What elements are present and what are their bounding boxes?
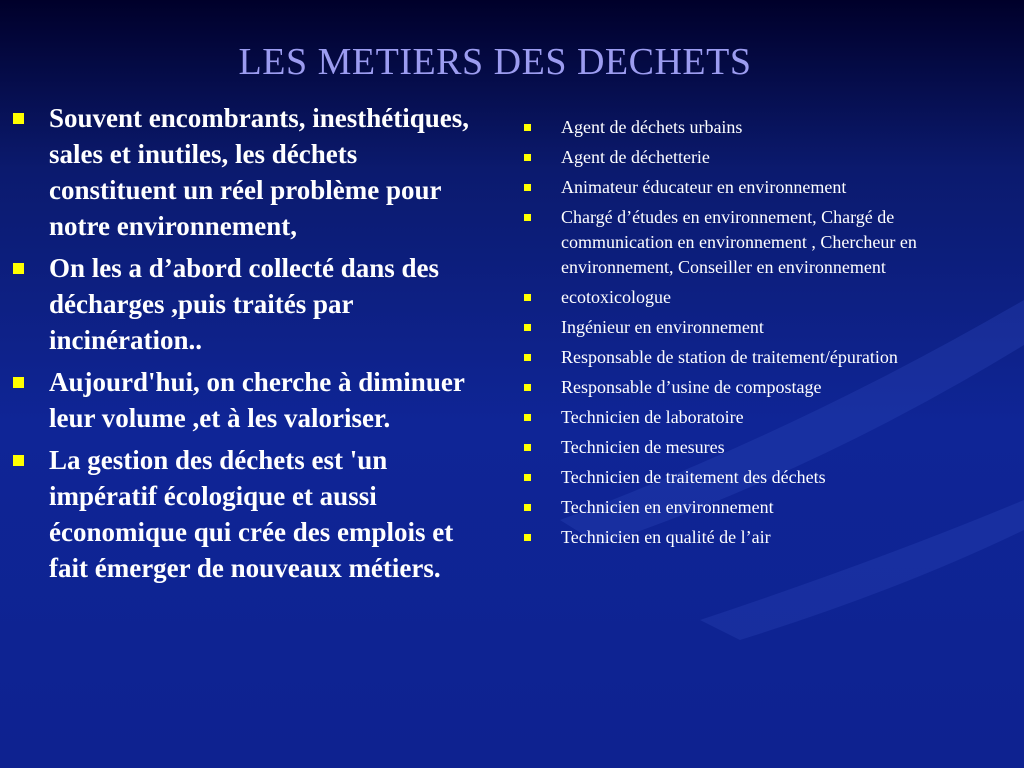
- square-bullet-icon: [13, 263, 24, 274]
- slide-title: LES METIERS DES DECHETS: [238, 41, 752, 83]
- job-item: [523, 145, 923, 170]
- job-item: [523, 285, 923, 310]
- square-bullet-icon: [524, 294, 531, 301]
- job-item: [523, 465, 923, 490]
- job-item: [523, 175, 923, 200]
- job-label: Ingénieur en environnement: [561, 317, 764, 337]
- job-item: [523, 205, 923, 280]
- square-bullet-icon: [524, 184, 531, 191]
- job-item: [523, 315, 923, 340]
- job-label: Responsable d’usine de compostage: [561, 377, 822, 397]
- square-bullet-icon: [524, 154, 531, 161]
- jobs-list: [523, 115, 923, 555]
- left-bullet-item: [10, 364, 480, 436]
- job-label: Chargé d’études en environnement, Chargé de communication en environnement , Chercheur en environnement, Conseiller en environnement: [561, 207, 917, 277]
- square-bullet-icon: [524, 414, 531, 421]
- square-bullet-icon: [524, 444, 531, 451]
- left-bullet-item: [10, 442, 480, 586]
- square-bullet-icon: [13, 113, 24, 124]
- job-item: [523, 525, 923, 550]
- square-bullet-icon: [13, 455, 24, 466]
- job-label: Animateur éducateur en environnement: [561, 177, 847, 197]
- job-item: [523, 345, 923, 370]
- left-bullet-text: On les a d’abord collecté dans des décharges ,puis traités par incinération..: [49, 253, 440, 355]
- square-bullet-icon: [524, 214, 531, 221]
- square-bullet-icon: [524, 354, 531, 361]
- job-label: Technicien en qualité de l’air: [561, 527, 771, 547]
- job-item: [523, 495, 923, 520]
- job-label: Technicien en environnement: [561, 497, 774, 517]
- left-bullet-item: [10, 100, 480, 244]
- job-item: [523, 115, 923, 140]
- left-bullet-item: [10, 250, 480, 358]
- square-bullet-icon: [524, 324, 531, 331]
- job-item: [523, 375, 923, 400]
- left-bullet-text: La gestion des déchets est 'un impératif écologique et aussi économique qui crée des emplois et fait émerger de nouveaux métiers.: [49, 445, 454, 583]
- job-label: Technicien de laboratoire: [561, 407, 744, 427]
- left-bullet-text: Aujourd'hui, on cherche à diminuer leur volume ,et à les valoriser.: [49, 367, 465, 433]
- square-bullet-icon: [13, 377, 24, 388]
- job-label: Agent de déchets urbains: [561, 117, 743, 137]
- left-bullet-list: [10, 100, 480, 592]
- square-bullet-icon: [524, 384, 531, 391]
- job-item: [523, 435, 923, 460]
- square-bullet-icon: [524, 124, 531, 131]
- job-label: Responsable de station de traitement/épuration: [561, 347, 898, 367]
- job-label: ecotoxicologue: [561, 287, 671, 307]
- square-bullet-icon: [524, 504, 531, 511]
- square-bullet-icon: [524, 534, 531, 541]
- job-item: [523, 405, 923, 430]
- job-label: Technicien de traitement des déchets: [561, 467, 826, 487]
- job-label: Agent de déchetterie: [561, 147, 710, 167]
- left-bullet-text: Souvent encombrants, inesthétiques, sales et inutiles, les déchets constituent un réel problème pour notre environnement,: [49, 103, 470, 241]
- square-bullet-icon: [524, 474, 531, 481]
- job-label: Technicien de mesures: [561, 437, 725, 457]
